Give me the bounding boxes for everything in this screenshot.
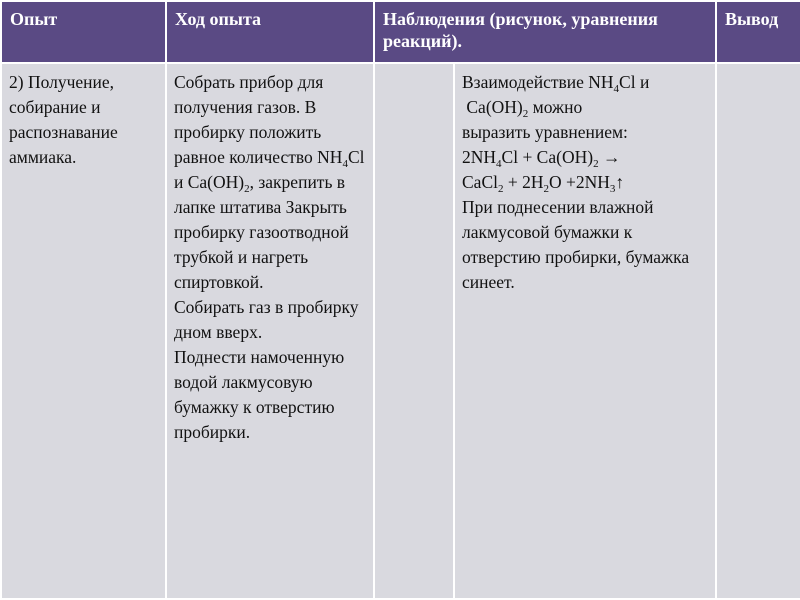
header-observations: Наблюдения (рисунок, уравнения реакций).	[374, 1, 716, 63]
cell-observations	[454, 63, 716, 599]
cell-observations-drawing	[374, 63, 454, 599]
header-experiment: Опыт	[1, 1, 166, 63]
procedure-step-3: Поднести намоченную водой лакмусовую бумажку к отверстию пробирки.	[174, 347, 345, 442]
equation-line-1: $2NH_4Cl + Ca(OH)_2$ →	[462, 147, 621, 170]
cell-conclusion	[716, 63, 800, 599]
experiment-text: 2) Получение, собирание и распознавание аммиака.	[9, 72, 118, 167]
observation-line-2: $Ca(OH)_2$ можно	[466, 97, 583, 120]
header-procedure: Ход опыта	[166, 1, 374, 63]
header-row	[1, 1, 800, 63]
observation-line-3: выразить уравнением:	[462, 122, 628, 142]
table-row	[1, 63, 800, 599]
procedure-step-1: Собрать прибор для получения газов. В пробирку положить равное количество $NH_4Cl$ и $Ca(OH)_2$, закрепить в лапке штатива Закрыть пробирку газоотводной трубкой и нагреть спиртовкой.	[174, 72, 365, 292]
header-conclusion: Вывод	[716, 1, 800, 63]
equation-line-2: CaCl$_2$ + $2H_2O$ $+2NH_3↑$	[462, 172, 625, 195]
cell-procedure	[166, 63, 374, 599]
procedure-step-2: Собирать газ в пробирку дном вверх.	[174, 297, 359, 342]
observation-line-1: Взаимодействие $NH_4Cl$ и	[462, 72, 650, 95]
observation-conclusion-text: При поднесении влажной лакмусовой бумажки к отверстию пробирки, бумажка синеет.	[462, 197, 690, 292]
cell-experiment	[1, 63, 166, 599]
